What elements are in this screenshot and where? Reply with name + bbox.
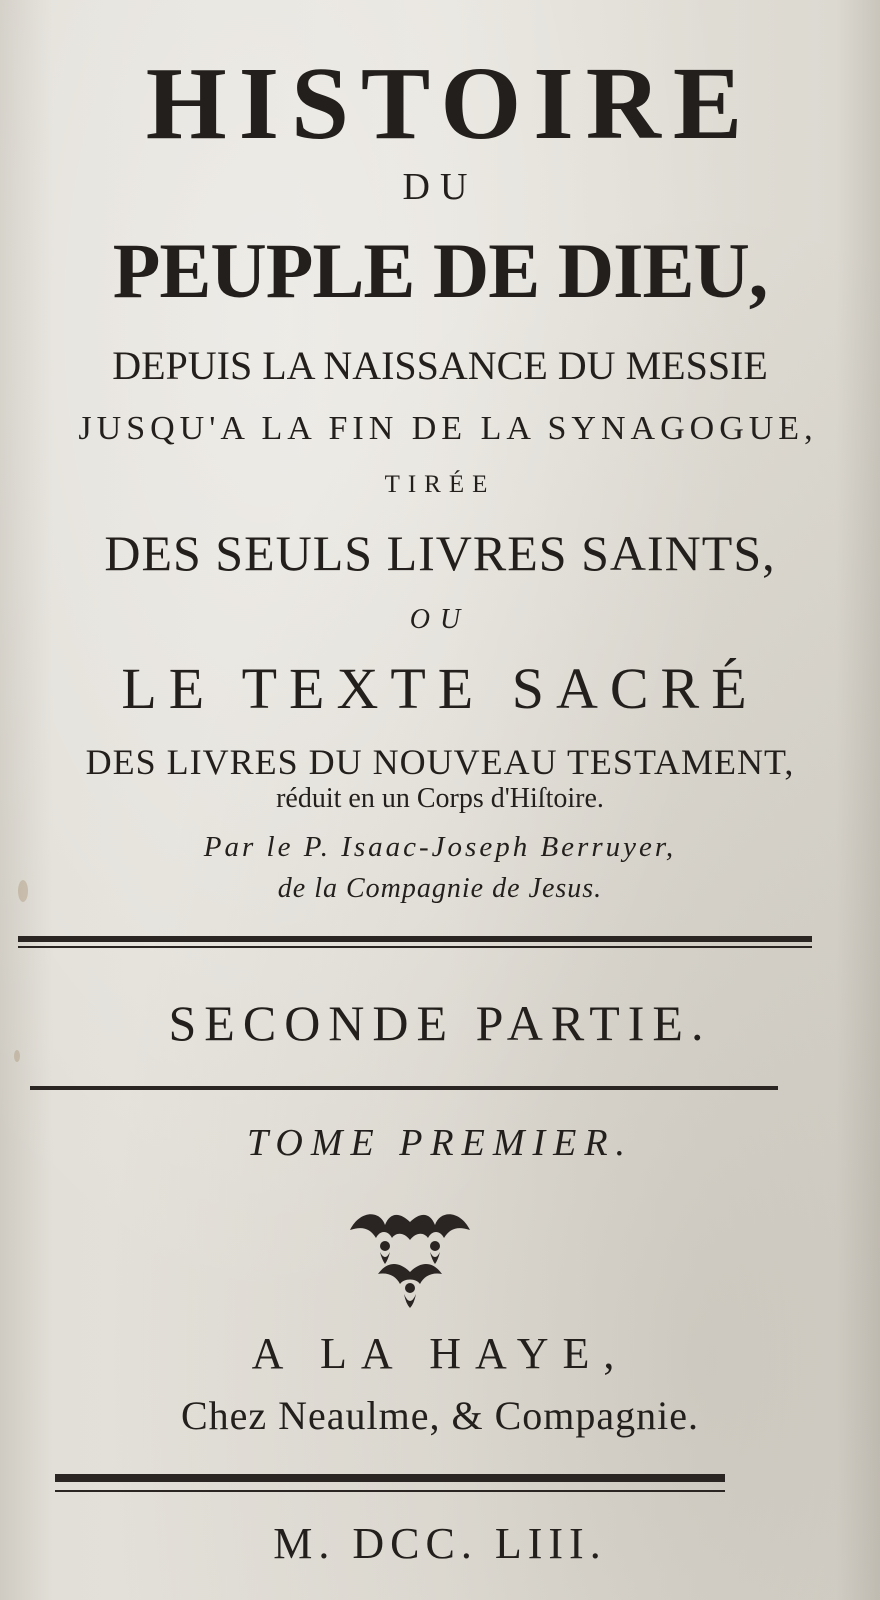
subtitle-books: DES LIVRES DU NOUVEAU TESTAMENT,: [85, 742, 795, 782]
subtitle-source: DES SEULS LIVRES SAINTS,: [104, 525, 776, 581]
footer-rule-thin: [55, 1490, 725, 1492]
foxing-stain: [14, 1050, 20, 1062]
single-rule: [30, 1086, 778, 1090]
subtitle-until: JUSQU'A LA FIN DE LA SYNAGOGUE,: [78, 410, 818, 447]
double-rule-top: [18, 936, 812, 942]
title-connector-du: DU: [402, 166, 478, 208]
subtitle-or: OU: [409, 604, 471, 635]
publisher-line: Chez Neaulme, & Compagnie.: [180, 1393, 700, 1438]
fleuron-ornament-icon: [340, 1200, 480, 1310]
volume-heading: TOME PREMIER.: [246, 1122, 634, 1164]
book-title: HISTOIRE: [145, 46, 755, 161]
book-subject: PEUPLE DE DIEU,: [112, 227, 768, 314]
company-line: de la Compagnie de Jesus.: [277, 873, 603, 904]
subtitle-reduced: réduit en un Corps d'Hiſtoire.: [276, 783, 604, 814]
part-heading: SECONDE PARTIE.: [168, 995, 712, 1051]
publication-place: A LA HAYE,: [251, 1329, 629, 1378]
author-line: Par le P. Isaac-Joseph Berruyer,: [203, 831, 677, 863]
subtitle-since: DEPUIS LA NAISSANCE DU MESSIE: [112, 343, 768, 388]
double-rule-bottom: [18, 946, 812, 948]
footer-rule-thick: [55, 1474, 725, 1482]
alternate-title: LE TEXTE SACRÉ: [121, 656, 759, 721]
publication-year: M. DCC. LIII.: [273, 1519, 607, 1568]
subtitle-drawn: TIRÉE: [384, 471, 496, 498]
